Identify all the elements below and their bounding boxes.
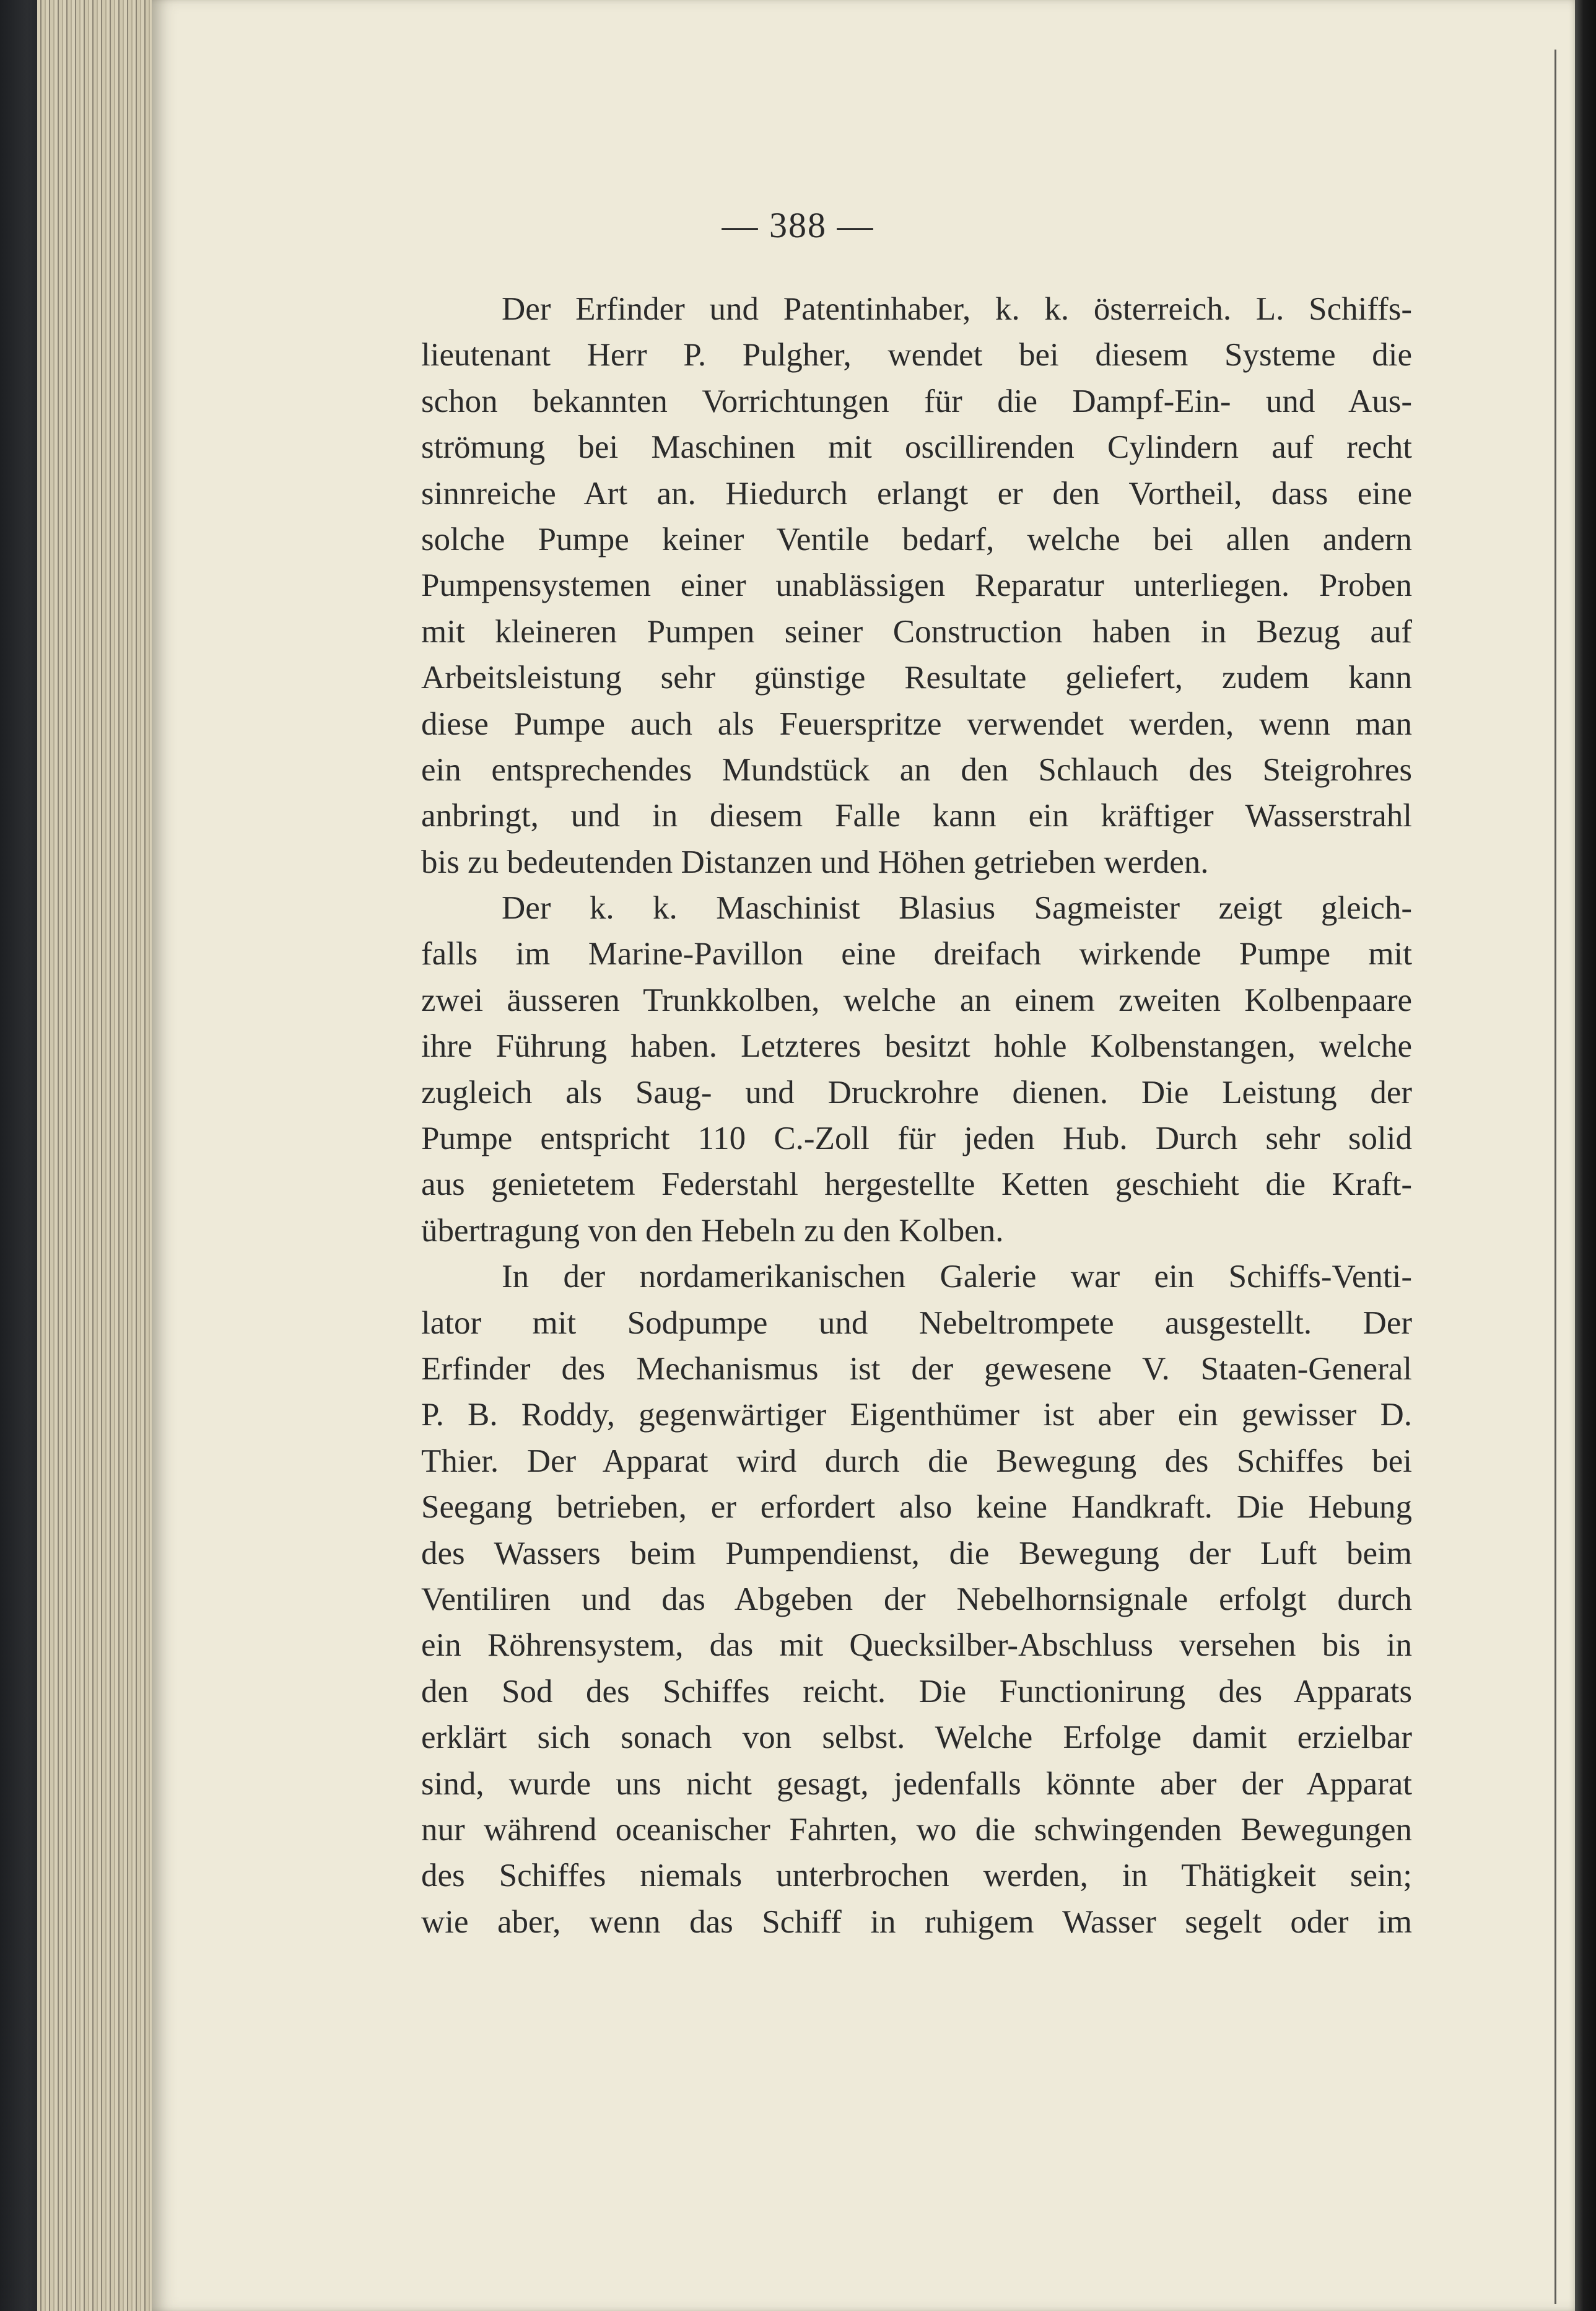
text-line: Seegang betrieben, er erfordert also keine Handkraft. Die Hebung (421, 1489, 1412, 1526)
text-line: In der nordamerikanischen Galerie war ein Schiffs-Venti- (502, 1259, 1412, 1295)
body-text (421, 286, 1412, 1945)
text-line: schon bekannten Vorrichtungen für die Dampf-Ein- und Aus- (421, 383, 1412, 419)
text-line: solche Pumpe keiner Ventile bedarf, welche bei allen andern (421, 521, 1412, 557)
text-line: den Sod des Schiffes reicht. Die Functionirung des Apparats (421, 1673, 1412, 1710)
text-line: zwei äusseren Trunkkolben, welche an einem zweiten Kolbenpaare (421, 982, 1412, 1018)
text-line: bis zu bedeutenden Distanzen und Höhen getrieben werden. (421, 844, 1209, 880)
text-line: P. B. Roddy, gegenwärtiger Eigenthümer ist aber ein gewisser D. (421, 1397, 1412, 1433)
text-line: sind, wurde uns nicht gesagt, jedenfalls könnte aber der Apparat (421, 1765, 1412, 1802)
text-line: Der Erfinder und Patentinhaber, k. k. österreich. L. Schiffs- (502, 291, 1412, 327)
text-line: ein entsprechendes Mundstück an den Schlauch des Steigrohres (421, 751, 1412, 788)
text-line: Pumpe entspricht 110 C.-Zoll für jeden Hub. Durch sehr solid (421, 1121, 1412, 1157)
text-line: übertragung von den Hebeln zu den Kolben. (421, 1212, 1004, 1249)
text-line: zugleich als Saug- und Druckrohre dienen. Die Leistung der (421, 1074, 1412, 1111)
text-line: erklärt sich sonach von selbst. Welche Erfolge damit erzielbar (421, 1719, 1412, 1756)
text-line: des Schiffes niemals unterbrochen werden, in Thätigkeit sein; (421, 1858, 1412, 1894)
text-line: Arbeitsleistung sehr günstige Resultate geliefert, zudem kann (421, 660, 1412, 696)
text-line: Thier. Der Apparat wird durch die Bewegung des Schiffes bei (421, 1443, 1412, 1479)
text-line: des Wassers beim Pumpendienst, die Bewegung der Luft beim (421, 1535, 1412, 1571)
text-line: Pumpensystemen einer unablässigen Reparatur unterliegen. Proben (421, 567, 1412, 604)
text-line: anbringt, und in diesem Falle kann ein kräftiger Wasserstrahl (421, 798, 1412, 834)
text-line: ein Röhrensystem, das mit Quecksilber-Abschluss versehen bis in (421, 1627, 1412, 1664)
text-line: Erfinder des Mechanismus ist der gewesene V. Staaten-General (421, 1350, 1412, 1387)
text-line: aus genietetem Federstahl hergestellte Ketten geschieht die Kraft- (421, 1166, 1412, 1203)
text-line: Der k. k. Maschinist Blasius Sagmeister zeigt gleich- (502, 890, 1412, 927)
text-line: ihre Führung haben. Letzteres besitzt hohle Kolbenstangen, welche (421, 1028, 1412, 1065)
text-line: lieutenant Herr P. Pulgher, wendet bei diesem Systeme die (421, 337, 1412, 374)
right-background-strip (1575, 0, 1596, 2311)
page-number: — 388 — (722, 205, 874, 245)
text-line: strömung bei Maschinen mit oscillirenden Cylindern auf recht (421, 429, 1412, 466)
text-line: Ventiliren und das Abgeben der Nebelhornsignale erfolgt durch (421, 1581, 1412, 1617)
page-fold-line (1555, 50, 1556, 2304)
text-line: lator mit Sodpumpe und Nebeltrompete ausgestellt. Der (421, 1304, 1412, 1341)
text-line: sinnreiche Art an. Hiedurch erlangt er den Vortheil, dass eine (421, 475, 1412, 512)
text-line: nur während oceanischer Fahrten, wo die schwingenden Bewegungen (421, 1811, 1412, 1848)
text-line: mit kleineren Pumpen seiner Construction haben in Bezug auf (421, 613, 1412, 650)
page-edges (37, 0, 155, 2311)
text-line: wie aber, wenn das Schiff in ruhigem Wasser segelt oder im (421, 1903, 1412, 1940)
text-line: falls im Marine-Pavillon eine dreifach wirkende Pumpe mit (421, 936, 1412, 972)
text-line: diese Pumpe auch als Feuerspritze verwendet werden, wenn man (421, 706, 1412, 742)
